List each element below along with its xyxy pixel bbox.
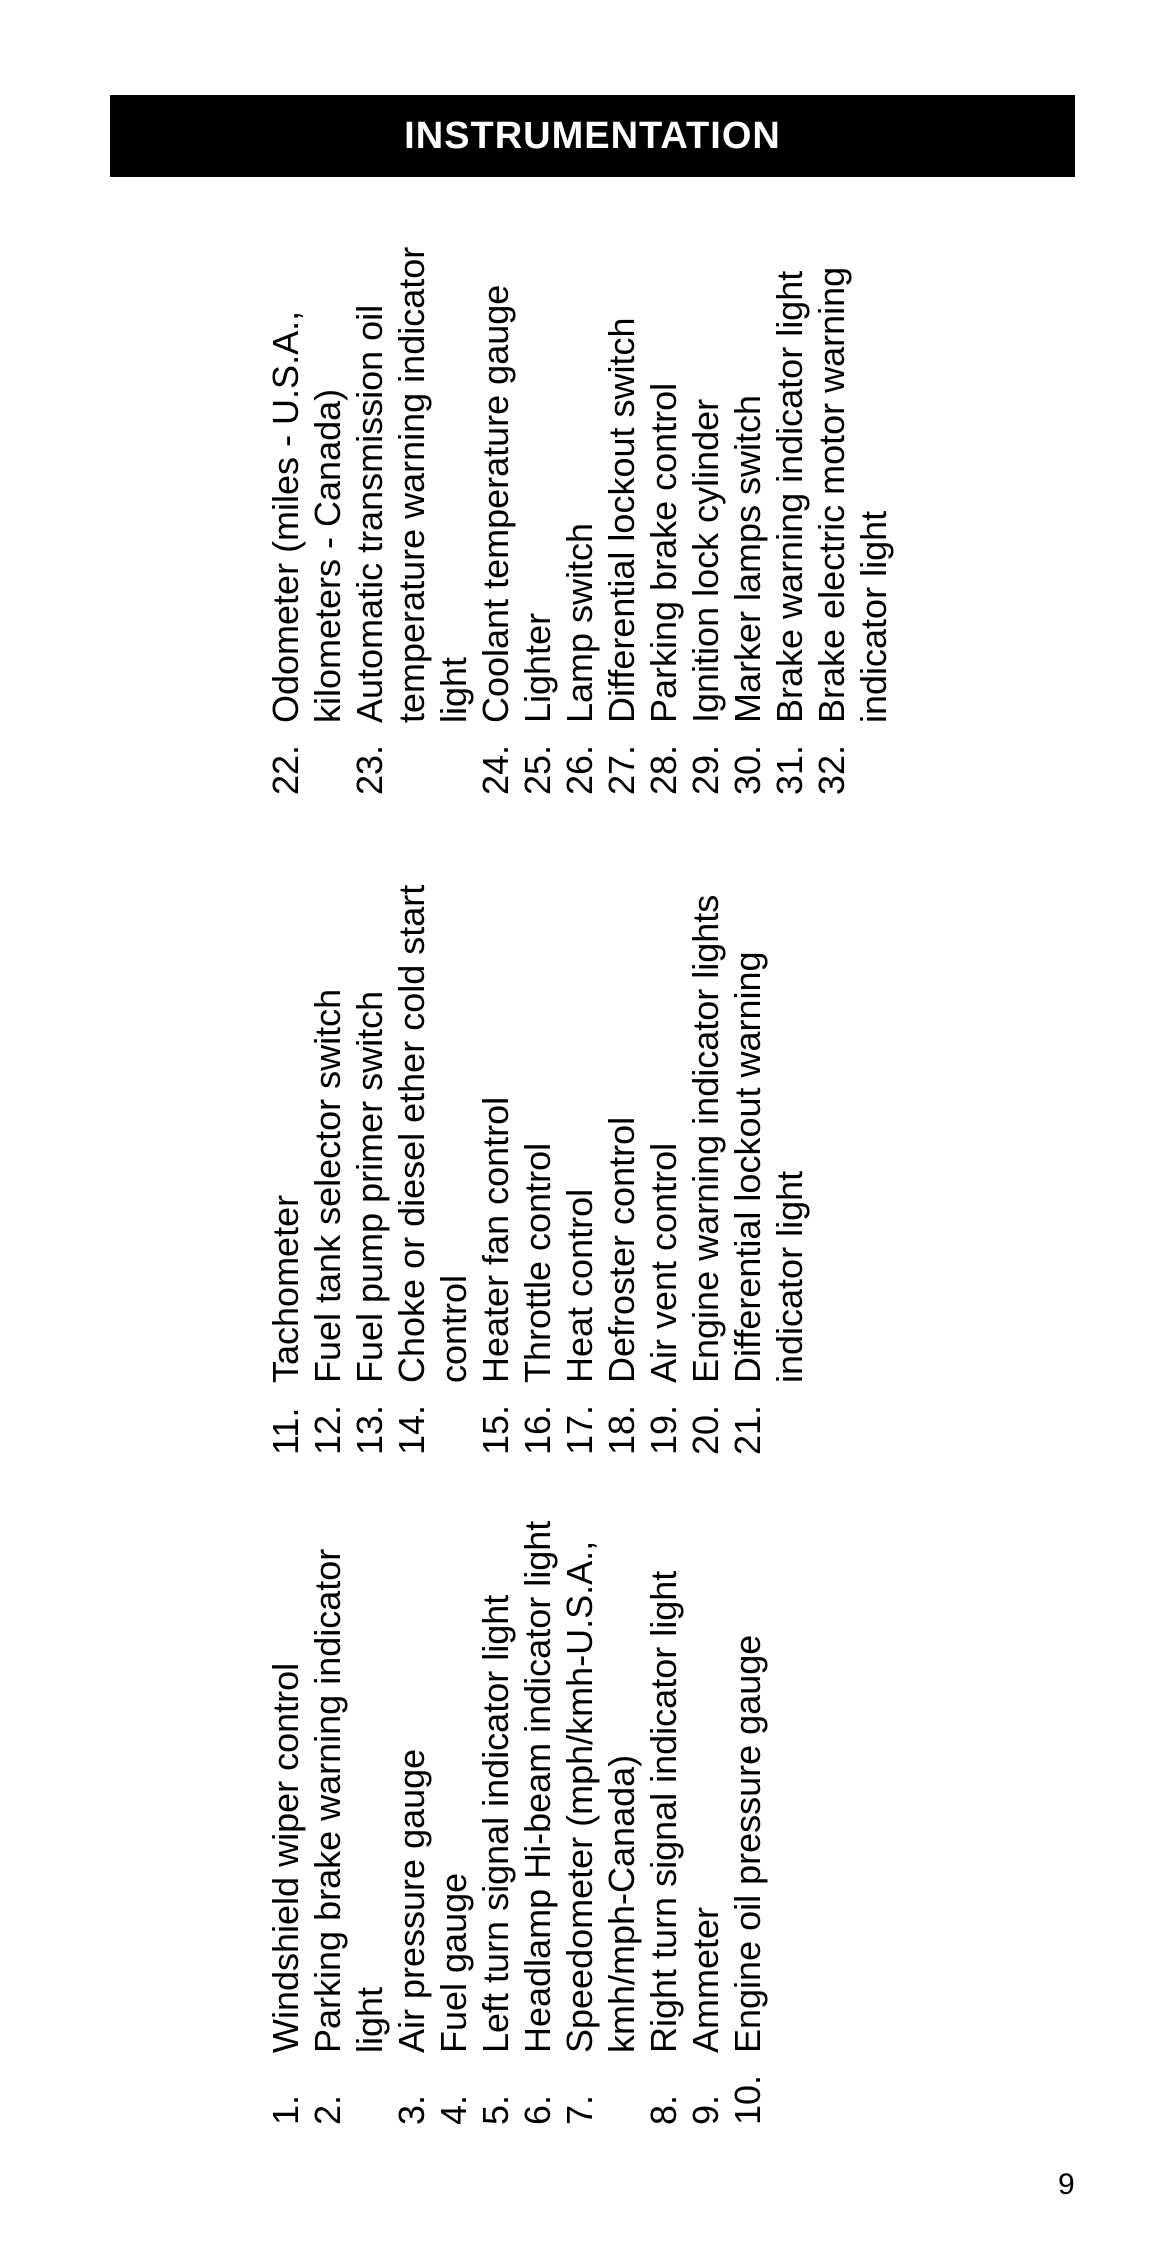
legend-item-number: 11.: [265, 1407, 306, 1455]
legend-item-label: Headlamp Hi-beam indicator light: [517, 1520, 558, 2053]
legend-item-number: 12.: [307, 1404, 348, 1455]
legend-item-number: 24.: [475, 744, 516, 795]
legend-item: [727, 1485, 769, 2125]
legend-item-number: 21.: [727, 1404, 768, 1455]
legend-item: [727, 195, 769, 795]
legend-item-label: Odometer (miles - U.S.A., kilometers - Canada): [265, 310, 348, 723]
legend-item-number: 5.: [475, 2094, 516, 2125]
legend-item-number: 8.: [643, 2094, 684, 2125]
legend-item-number: 26.: [559, 744, 600, 795]
legend-item: [265, 195, 349, 795]
legend-item-number: 16.: [517, 1404, 558, 1455]
legend-item-label: Heater fan control: [475, 1096, 516, 1383]
legend-item: [517, 835, 559, 1455]
legend-item-label: Marker lamps switch: [727, 394, 768, 723]
legend-item: [769, 195, 811, 795]
legend-item-label: Brake electric motor warning indicator light: [811, 266, 894, 723]
legend-item-label: Differential lockout switch: [601, 317, 642, 723]
legend-item: [517, 195, 559, 795]
legend-item-number: 25.: [517, 744, 558, 795]
legend-item-label: Parking brake control: [643, 382, 684, 723]
legend-item: [727, 835, 811, 1455]
legend-item-number: 2.: [307, 2094, 348, 2125]
legend-item-number: 19.: [643, 1404, 684, 1455]
legend-item-number: 4.: [433, 2094, 474, 2125]
legend-item: [349, 195, 475, 795]
legend-column-1: [265, 1485, 769, 2125]
legend-item-number: 6.: [517, 2094, 558, 2125]
legend-item-number: 28.: [643, 744, 684, 795]
legend-item-number: 15.: [475, 1404, 516, 1455]
legend-item-label: Defroster control: [601, 1116, 642, 1383]
legend-item: [643, 1485, 685, 2125]
legend-item-label: Engine warning indicator lights: [685, 894, 726, 1383]
legend-item: [391, 1485, 433, 2125]
legend-item-label: Lamp switch: [559, 522, 600, 723]
legend-item-label: Air pressure gauge: [391, 1748, 432, 2053]
legend-item-label: Right turn signal indicator light: [643, 1570, 684, 2053]
legend-item-label: Fuel tank selector switch: [307, 988, 348, 1383]
legend-item-number: 23.: [349, 744, 390, 795]
legend-item-label: Brake warning indicator light: [769, 270, 810, 723]
legend-item-label: Engine oil pressure gauge: [727, 1634, 768, 2053]
legend-item-number: 18.: [601, 1404, 642, 1455]
legend-item: [685, 835, 727, 1455]
legend-item-number: 14.: [391, 1404, 432, 1455]
legend-item-number: 1.: [265, 2094, 306, 2125]
legend-item: [559, 1485, 643, 2125]
legend-item: [307, 1485, 391, 2125]
legend-item-number: 13.: [349, 1404, 390, 1455]
section-title: INSTRUMENTATION: [404, 114, 781, 157]
legend-item: [601, 835, 643, 1455]
legend-item-label: Coolant temperature gauge: [475, 284, 516, 723]
legend-item: [685, 195, 727, 795]
section-header: [110, 95, 1075, 177]
legend-item: [811, 195, 895, 795]
legend-item-label: Throttle control: [517, 1142, 558, 1383]
legend-item-label: Air vent control: [643, 1142, 684, 1383]
legend-item-label: Ammeter: [685, 1906, 726, 2053]
legend-item-number: 29.: [685, 744, 726, 795]
page-number: 9: [1058, 2168, 1075, 2201]
legend-item: [307, 835, 349, 1455]
legend-item: [265, 1485, 307, 2125]
legend-item-label: Choke or diesel ether cold start control: [391, 884, 474, 1383]
legend-item-label: Heat control: [559, 1188, 600, 1383]
legend-item-number: 9.: [685, 2094, 726, 2125]
legend-item: [433, 1485, 475, 2125]
legend-item-label: Tachometer: [265, 1194, 306, 1383]
legend-item: [475, 835, 517, 1455]
legend-item-label: Ignition lock cylinder: [685, 398, 726, 723]
legend-item: [475, 195, 517, 795]
legend-item-label: Left turn signal indicator light: [475, 1594, 516, 2053]
legend-item-number: 10.: [727, 2074, 768, 2125]
legend-item-number: 30.: [727, 744, 768, 795]
legend-item-number: 7.: [559, 2094, 600, 2125]
legend-item-number: 20.: [685, 1404, 726, 1455]
legend-item-label: Windshield wiper control: [265, 1662, 306, 2053]
legend-item-label: Speedometer (mph/kmh-U.S.A., kmh/mph-Canada): [559, 1540, 642, 2053]
legend-item: [517, 1485, 559, 2125]
legend-item: [559, 195, 601, 795]
legend-item-number: 27.: [601, 744, 642, 795]
legend-item-label: Lighter: [517, 612, 558, 723]
legend-item: [391, 835, 475, 1455]
legend-item-label: Differential lockout warning indicator light: [727, 951, 810, 1383]
instrument-legend: [265, 220, 895, 2125]
legend-item-number: 32.: [811, 744, 852, 795]
legend-item: [265, 835, 307, 1455]
legend-item-label: Fuel pump primer switch: [349, 990, 390, 1383]
legend-item: [643, 195, 685, 795]
legend-item-label: Parking brake warning indicator light: [307, 1548, 390, 2053]
legend-item: [475, 1485, 517, 2125]
legend-item: [601, 195, 643, 795]
legend-item: [643, 835, 685, 1455]
legend-item: [685, 1485, 727, 2125]
legend-item-label: Automatic transmission oil temperature warning indicator light: [349, 246, 474, 723]
legend-item-number: 3.: [391, 2094, 432, 2125]
legend-column-2: [265, 835, 811, 1455]
legend-column-3: [265, 195, 895, 795]
legend-item-number: 17.: [559, 1404, 600, 1455]
legend-item-number: 22.: [265, 744, 306, 795]
legend-item-number: 31.: [769, 744, 810, 795]
legend-item: [349, 835, 391, 1455]
legend-item: [559, 835, 601, 1455]
legend-item-label: Fuel gauge: [433, 1872, 474, 2053]
